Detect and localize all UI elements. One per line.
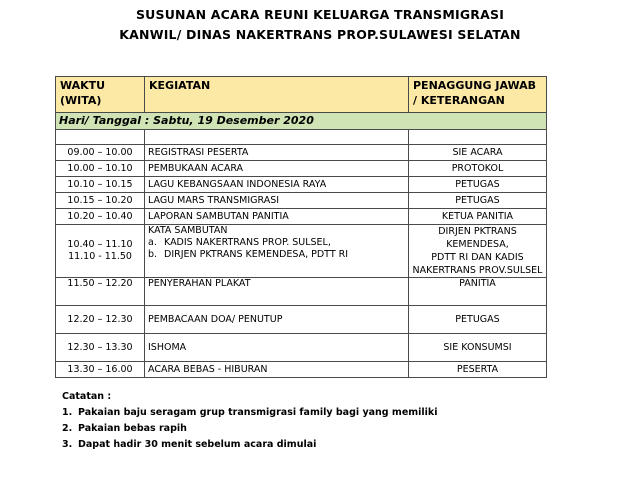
list-marker: b.	[148, 249, 158, 260]
header-waktu-line-1: WAKTU	[60, 79, 106, 92]
responsible-cell: PANITIA	[409, 278, 547, 306]
time-cell: 12.30 – 13.30	[56, 334, 145, 362]
note-text: Dapat hadir 30 menit sebelum acara dimulai	[78, 439, 317, 450]
speaker-b: DIRJEN PKTRANS KEMENDESA, PDTT RI	[164, 249, 349, 260]
table-row	[56, 193, 547, 209]
activity-cell: LAPORAN SAMBUTAN PANITIA	[145, 209, 409, 225]
list-item	[148, 237, 405, 249]
note-text: Pakaian baju seragam grup transmigrasi family bagi yang memiliki	[78, 407, 438, 418]
time-cell: 12.20 – 12.30	[56, 306, 145, 334]
header-pj-line-1: PENAGGUNG JAWAB	[413, 79, 536, 92]
activity-cell: REGISTRASI PESERTA	[145, 145, 409, 161]
responsible-cell: SIE ACARA	[409, 145, 547, 161]
time-sambutan-a: 10.40 – 11.10	[67, 239, 133, 250]
time-cell: 10.10 – 10.15	[56, 177, 145, 193]
table-row	[56, 362, 547, 378]
header-kegiatan: KEGIATAN	[145, 77, 409, 113]
date-row	[56, 113, 547, 130]
activity-cell: ISHOMA	[145, 334, 409, 362]
responsible-cell: KETUA PANITIA	[409, 209, 547, 225]
table-header-row	[56, 77, 547, 113]
activity-cell: PEMBUKAAN ACARA	[145, 161, 409, 177]
activity-cell: LAGU KEBANGSAAN INDONESIA RAYA	[145, 177, 409, 193]
document-title-line-1: SUSUNAN ACARA REUNI KELUARGA TRANSMIGRASI	[135, 7, 505, 22]
speaker-a: KADIS NAKERTRANS PROP. SULSEL,	[164, 237, 331, 248]
time-cell: 13.30 – 16.00	[56, 362, 145, 378]
responsible-cell: PETUGAS	[409, 193, 547, 209]
schedule-table	[55, 76, 547, 378]
notes-heading: Catatan :	[62, 391, 112, 402]
activity-title: KATA SAMBUTAN	[148, 225, 228, 236]
time-cell: 11.50 – 12.20	[56, 278, 145, 306]
list-item	[62, 405, 438, 421]
list-item	[148, 249, 405, 261]
speaker-list	[148, 237, 405, 261]
table-row	[56, 278, 547, 306]
header-penanggung-jawab	[409, 77, 547, 113]
header-waktu	[56, 77, 145, 113]
note-number: 3.	[62, 439, 73, 450]
note-number: 1.	[62, 407, 73, 418]
table-row	[56, 225, 547, 278]
spacer-cell	[409, 130, 547, 145]
responsible-line: PDTT RI DAN KADIS	[431, 252, 524, 263]
spacer-row	[56, 130, 547, 145]
table-row	[56, 334, 547, 362]
table-row	[56, 209, 547, 225]
spacer-cell	[56, 130, 145, 145]
responsible-cell	[409, 225, 547, 278]
list-item	[62, 437, 438, 453]
note-number: 2.	[62, 423, 73, 434]
list-marker: a.	[148, 237, 157, 248]
time-sambutan-b: 11.10 - 11.50	[68, 251, 132, 262]
document-title-line-2: KANWIL/ DINAS NAKERTRANS PROP.SULAWESI SELATAN	[119, 27, 521, 42]
responsible-cell: PESERTA	[409, 362, 547, 378]
note-text: Pakaian bebas rapih	[78, 423, 187, 434]
table-row	[56, 306, 547, 334]
activity-cell: ACARA BEBAS - HIBURAN	[145, 362, 409, 378]
activity-cell	[145, 225, 409, 278]
responsible-cell: PROTOKOL	[409, 161, 547, 177]
responsible-cell: PETUGAS	[409, 177, 547, 193]
table-row	[56, 145, 547, 161]
activity-cell: PENYERAHAN PLAKAT	[145, 278, 409, 306]
activity-cell: LAGU MARS TRANSMIGRASI	[145, 193, 409, 209]
date-cell: Hari/ Tanggal : Sabtu, 19 Desember 2020	[56, 113, 547, 130]
responsible-cell: PETUGAS	[409, 306, 547, 334]
time-cell: 10.00 – 10.10	[56, 161, 145, 177]
responsible-line: NAKERTRANS PROV.SULSEL	[412, 265, 543, 276]
header-waktu-line-2: (WITA)	[60, 94, 102, 107]
notes-section	[62, 389, 438, 453]
list-item	[62, 421, 438, 437]
responsible-cell: SIE KONSUMSI	[409, 334, 547, 362]
table-row	[56, 177, 547, 193]
header-pj-line-2: / KETERANGAN	[413, 94, 505, 107]
time-cell: 10.20 – 10.40	[56, 209, 145, 225]
responsible-line: DIRJEN PKTRANS KEMENDESA,	[438, 226, 517, 250]
activity-cell: PEMBACAAN DOA/ PENUTUP	[145, 306, 409, 334]
time-cell: 10.15 – 10.20	[56, 193, 145, 209]
time-cell	[56, 225, 145, 278]
time-cell: 09.00 – 10.00	[56, 145, 145, 161]
table-row	[56, 161, 547, 177]
spacer-cell	[145, 130, 409, 145]
